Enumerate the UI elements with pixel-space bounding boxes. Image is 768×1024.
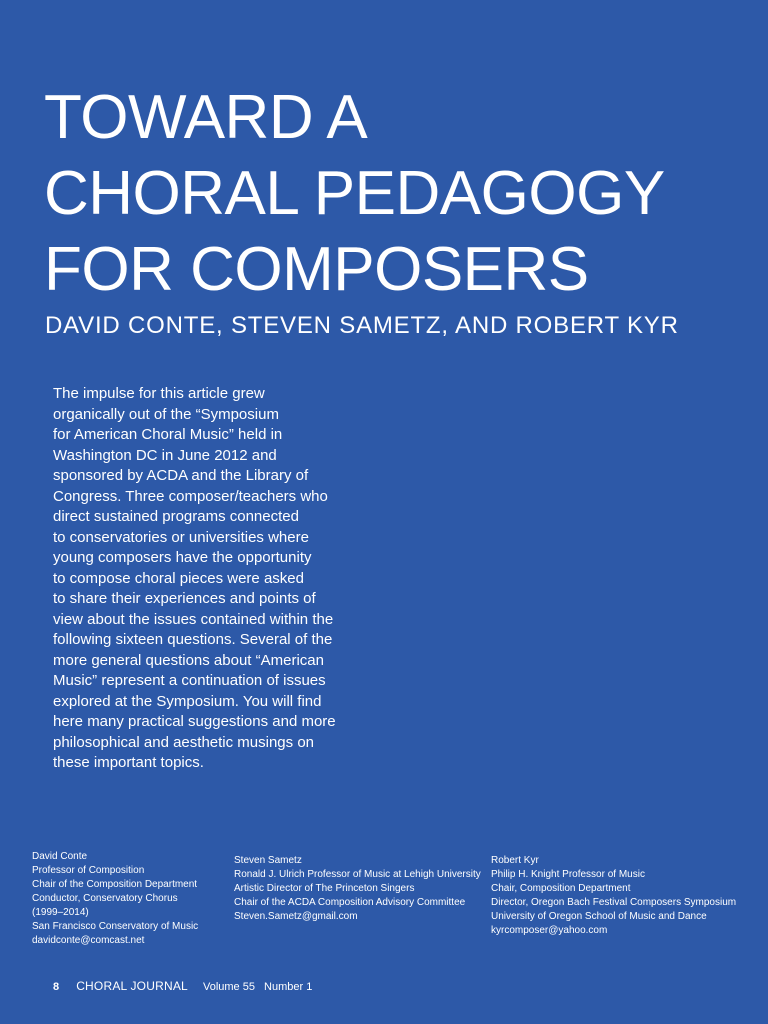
intro-line: to conservatories or universities where (53, 528, 309, 546)
intro-line: direct sustained programs connected (53, 508, 299, 525)
bio-line: Chair of the ACDA Composition Advisory Committee (234, 897, 466, 908)
intro-line: to compose choral pieces were asked (53, 569, 304, 587)
title-line: FOR COMPOSERS (44, 235, 589, 304)
intro-line: following sixteen questions. Several of the (53, 631, 333, 648)
bio-line: University of Oregon School of Music and Dance (491, 911, 707, 922)
article-title (44, 80, 744, 308)
title-line: TOWARD A (44, 83, 368, 152)
intro-line: here many practical suggestions and more (53, 713, 336, 730)
bio-line: Chair, Composition Department (491, 883, 631, 894)
intro-line: philosophical and aesthetic musings on (53, 733, 314, 751)
page-footer (53, 979, 318, 993)
intro-line: The impulse for this article grew (53, 385, 265, 402)
article-authors: DAVID CONTE, STEVEN SAMETZ, AND ROBERT KYR (45, 312, 679, 339)
bio-line: Professor of Composition (32, 865, 145, 876)
bio-line: Artistic Director of The Princeton Singers (234, 883, 415, 894)
intro-paragraph (53, 384, 336, 774)
bio-steven-sametz (234, 854, 484, 924)
bio-email: davidconte@comcast.net (32, 935, 145, 946)
bio-line: San Francisco Conservatory of Music (32, 921, 199, 932)
intro-line: these important topics. (53, 754, 204, 771)
intro-line: young composers have the opportunity (53, 549, 312, 566)
bio-line: Chair of the Composition Department (32, 879, 198, 890)
intro-line: organically out of the “Symposium (53, 405, 279, 423)
bio-line: Ronald J. Ulrich Professor of Music at Lehigh University (234, 869, 481, 880)
bio-email: Steven.Sametz@gmail.com (234, 911, 358, 922)
page-number: 8 (53, 981, 60, 993)
intro-line: sponsored by ACDA and the Library of (53, 467, 309, 484)
intro-line: to share their experiences and points of (53, 590, 316, 607)
intro-line: more general questions about “American (53, 651, 324, 669)
bio-line: (1999–2014) (32, 907, 89, 918)
bio-robert-kyr (491, 854, 761, 938)
bio-david-conte (32, 850, 222, 948)
intro-line: view about the issues contained within the (53, 610, 334, 628)
issue-number-label: Number 1 (264, 981, 313, 993)
intro-line: explored at the Symposium. You will find (53, 692, 322, 710)
intro-line: Music” represent a continuation of issues (53, 672, 326, 689)
bio-line: Director, Oregon Bach Festival Composers Symposium (491, 897, 737, 908)
bio-line: Conductor, Conservatory Chorus (32, 893, 178, 904)
bio-name: David Conte (32, 851, 88, 862)
bio-email: kyrcomposer@yahoo.com (491, 925, 608, 936)
bio-name: Steven Sametz (234, 855, 302, 866)
journal-name: CHORAL JOURNAL (76, 979, 188, 993)
bio-name: Robert Kyr (491, 855, 539, 866)
intro-line: Congress. Three composer/teachers who (53, 487, 328, 505)
intro-line: for American Choral Music” held in (53, 426, 283, 443)
bio-line: Philip H. Knight Professor of Music (491, 869, 645, 880)
volume-label: Volume 55 (202, 981, 255, 993)
intro-line: Washington DC in June 2012 and (53, 446, 277, 464)
title-line: CHORAL PEDAGOGY (44, 159, 665, 228)
